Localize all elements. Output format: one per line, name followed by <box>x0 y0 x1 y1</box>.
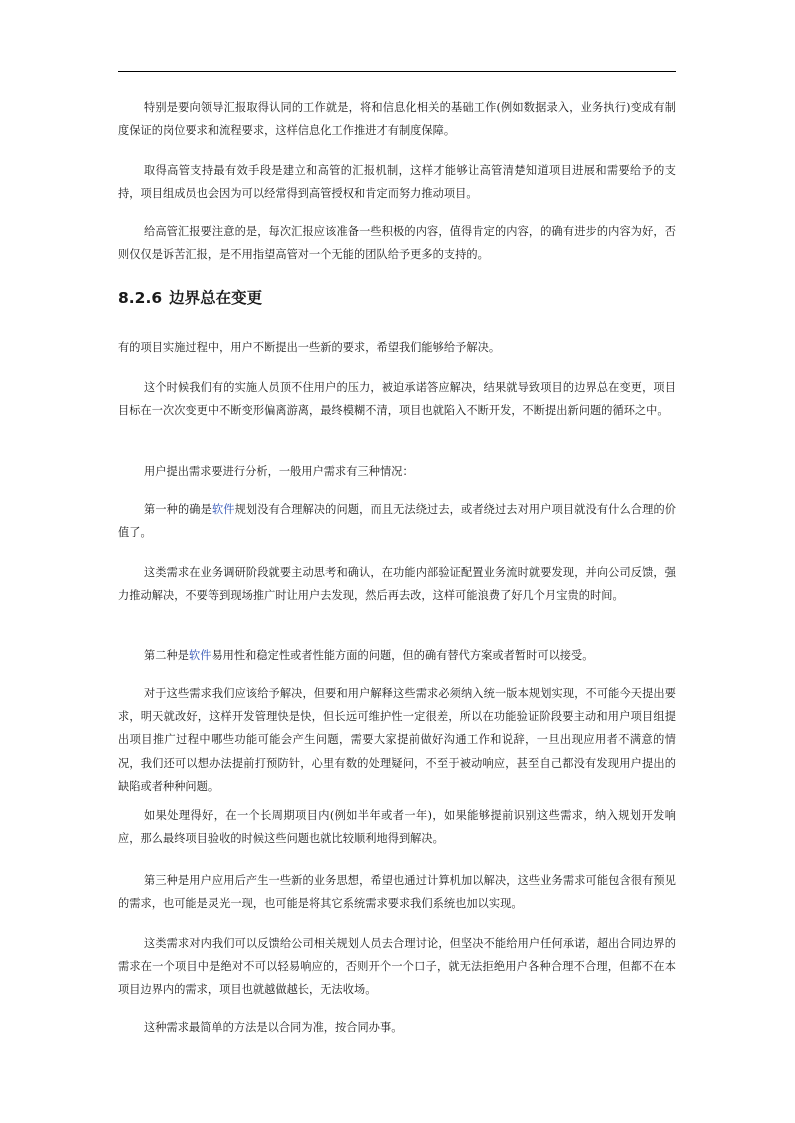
paragraph-clipped <box>118 932 676 997</box>
paragraph-text: 第一种的确是 <box>144 503 212 516</box>
paragraph: 这类需求在业务调研阶段就要主动思考和确认，在功能内部验证配置业务流时就要发现，并向公司反馈，强力推动解决，不要等到现场推广时让用户去发现，然后再去改，这样可能浪费了好几个月宝贵的时间。 <box>118 566 676 603</box>
paragraph <box>118 644 676 667</box>
paragraph: 特别是要向领导汇报取得认同的工作就是，将和信息化相关的基础工作(例如数据录入，业务执行)变成有制度保证的岗位要求和流程要求，这样信息化工作推进才有制度保障。 <box>118 101 676 138</box>
section-number: 8.2.6 <box>118 289 163 307</box>
paragraph: 取得高管支持最有效手段是建立和高管的汇报机制，这样才能够让高管清楚知道项目进展和需要给予的支持，项目组成员也会因为可以经常得到高管授权和肯定而努力推动项目。 <box>118 164 676 201</box>
paragraph: 给高管汇报要注意的是，每次汇报应该准备一些积极的内容，值得肯定的内容，的确有进步的内容为好，否则仅仅是诉苦汇报，是不用指望高管对一个无能的团队给予更多的支持的。 <box>118 225 676 262</box>
paragraph: 这类需求对内我们可以反馈给公司相关规划人员去合理讨论，但坚决不能给用户任何承诺，超出合同边界的需求在一个项目中是绝对不可以轻易响应的，否则开个一个口子，就无法拒绝用户各种合理不合理，但都不在本项目边界内的需求，项目也就越做越长，无法收场。 <box>118 937 676 997</box>
paragraph <box>118 498 676 544</box>
paragraph: 用户提出需求要进行分析，一般用户需求有三种情况： <box>144 465 414 478</box>
section-heading <box>118 286 262 310</box>
paragraph-text: 易用性和稳定性或者性能方面的问题，但的确有替代方案或者暂时可以接受。 <box>211 649 594 662</box>
header-rule <box>118 71 676 72</box>
paragraph: 第三种是用户应用后产生一些新的业务思想，希望也通过计算机加以解决，这些业务需求可能包含很有预见的需求，也可能是灵光一现，也可能是将其它系统需求要求我们系统也加以实现。 <box>118 874 676 911</box>
software-link[interactable]: 软件 <box>211 503 235 516</box>
paragraph: 这种需求最简单的方法是以合同为准，按合同办事。 <box>144 1021 403 1034</box>
paragraph-text: 规划没有合理解决的问题，而且无法绕过去，或者绕过去对用户项目就没有什么合理的价值了。 <box>118 503 677 540</box>
software-link[interactable]: 软件 <box>188 649 212 662</box>
paragraph: 有的项目实施过程中，用户不断提出一些新的要求，希望我们能够给予解决。 <box>118 341 501 354</box>
paragraph: 如果处理得好，在一个长周期项目内(例如半年或者一年)，如果能够提前识别这些需求，纳入规划开发响应，那么最终项目验收的时候这些问题也就比较顺利地得到解决。 <box>118 809 676 846</box>
paragraph: 对于这些需求我们应该给予解决，但要和用户解释这些需求必须纳入统一版本规划实现，不可能今天提出要求，明天就改好，这样开发管理快是快，但长远可维护性一定很差，所以在功能验证阶段要主动和用户项目组提出项目推广过程中哪些功能可能会产生问题，需要大家提前做好沟通工作和说辞，一旦出现应用者不满意的情况，我们还可以想办法提前打预防针，心里有数的处理疑问，不至于被动响应，甚至自己都没有发现用户提出的缺陷或者种种问题。 <box>118 687 676 793</box>
paragraph: 这个时候我们有的实施人员顶不住用户的压力，被迫承诺答应解决，结果就导致项目的边界总在变更，项目目标在一次次变更中不断变形偏离游离，最终模糊不清，项目也就陷入不断开发，不断提出新问题的循环之中。 <box>118 381 676 418</box>
paragraph-text: 第二种是 <box>144 649 189 662</box>
section-title: 边界总在变更 <box>169 289 263 307</box>
